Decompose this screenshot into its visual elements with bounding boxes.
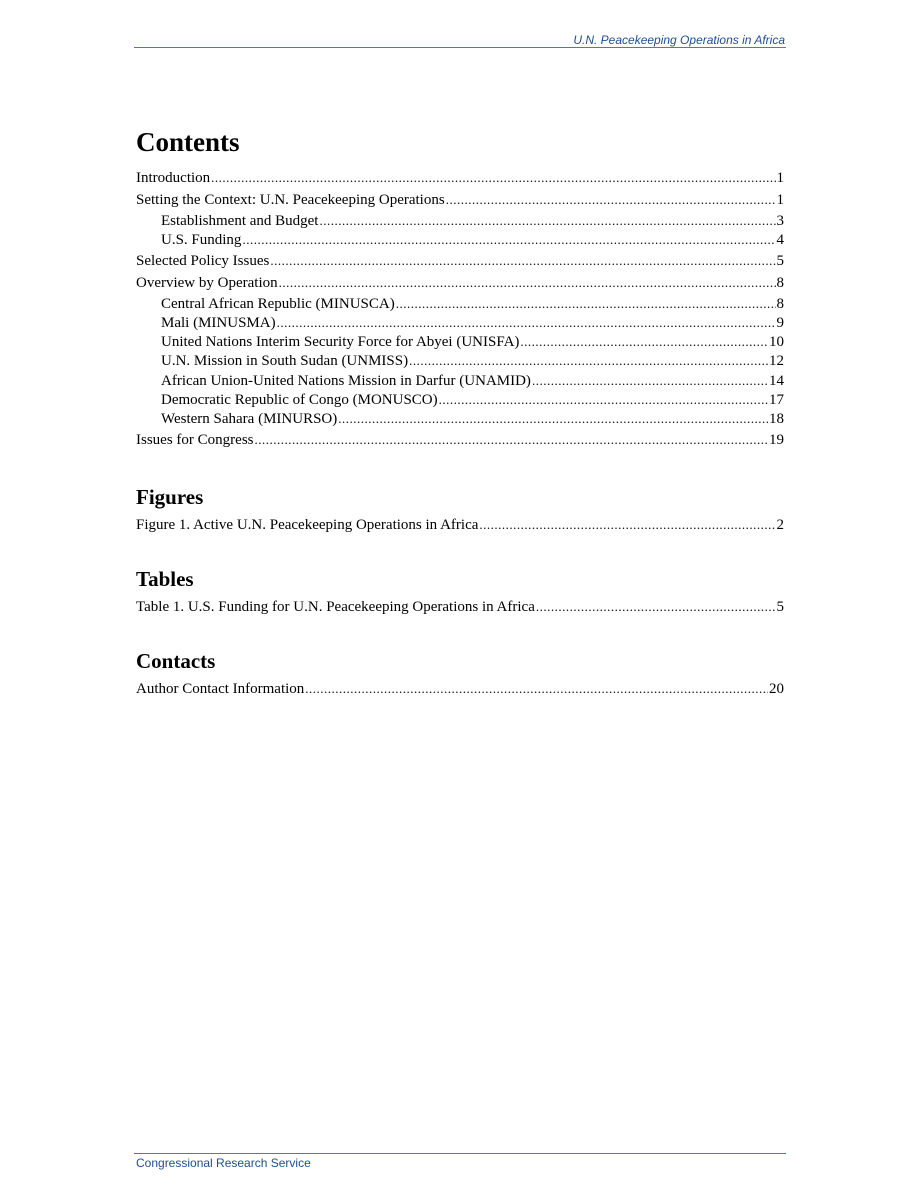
toc-entry[interactable]	[136, 189, 784, 211]
toc-entry-label: Introduction	[136, 170, 211, 186]
toc-dot-leader	[270, 250, 775, 272]
toc-entry[interactable]	[136, 429, 784, 451]
toc-dot-leader	[255, 429, 769, 451]
toc-entry[interactable]	[136, 596, 784, 618]
toc-dot-leader	[479, 514, 775, 536]
contents-heading: Contents	[136, 127, 240, 157]
toc-entry[interactable]	[136, 371, 784, 390]
running-title: U.N. Peacekeeping Operations in Africa	[573, 33, 785, 47]
toc-entry-label: United Nations Interim Security Force for Abyei (UNISFA)	[161, 334, 520, 351]
toc-entry[interactable]	[136, 272, 784, 294]
toc-entry-page: 1	[776, 170, 784, 186]
toc-entry[interactable]	[136, 332, 784, 351]
toc-dot-leader	[338, 409, 768, 428]
table-of-contents	[136, 120, 784, 700]
toc-entry-label: U.N. Mission in South Sudan (UNMISS)	[161, 353, 409, 370]
toc-entry-label: Issues for Congress	[136, 431, 254, 448]
contacts-heading: Contacts	[136, 648, 216, 673]
toc-entry[interactable]	[136, 313, 784, 332]
toc-entry-page: 17	[769, 392, 784, 409]
toc-entry-page: 12	[769, 353, 784, 370]
page-footer	[134, 1153, 786, 1170]
toc-entry-label: Mali (MINUSMA)	[161, 314, 276, 331]
toc-entry-label: Selected Policy Issues	[136, 252, 270, 269]
toc-entry[interactable]	[136, 230, 784, 249]
toc-dot-leader	[319, 211, 775, 230]
toc-dot-leader	[305, 678, 768, 700]
toc-dot-leader	[279, 272, 776, 294]
contacts-list	[136, 678, 784, 700]
toc-entry-label: Figure 1. Active U.N. Peacekeeping Operations in Africa	[136, 516, 479, 533]
toc-entry-page: 1	[776, 192, 784, 208]
contents-list	[136, 167, 784, 451]
toc-dot-leader	[242, 230, 775, 249]
toc-entry-page: 5	[776, 598, 784, 615]
tables-heading: Tables	[136, 566, 194, 591]
toc-entry-label: African Union-United Nations Mission in Darfur (UNAMID)	[161, 372, 531, 389]
toc-entry-page: 5	[776, 252, 784, 269]
toc-entry[interactable]	[136, 167, 784, 189]
toc-entry-page: 19	[769, 431, 784, 448]
toc-dot-leader	[446, 189, 776, 211]
toc-entry[interactable]	[136, 409, 784, 428]
toc-dot-leader	[409, 351, 768, 370]
toc-entry[interactable]	[136, 514, 784, 536]
toc-dot-leader	[520, 332, 768, 351]
toc-entry-page: 8	[776, 295, 784, 312]
toc-entry-label: Central African Republic (MINUSCA)	[161, 295, 395, 312]
figures-heading: Figures	[136, 484, 204, 509]
toc-entry-label: Western Sahara (MINURSO)	[161, 411, 338, 428]
toc-entry-label: Democratic Republic of Congo (MONUSCO)	[161, 392, 438, 409]
toc-entry[interactable]	[136, 390, 784, 409]
tables-list	[136, 596, 784, 618]
toc-entry-label: U.S. Funding	[161, 232, 242, 249]
toc-entry-label: Overview by Operation	[136, 274, 278, 291]
toc-dot-leader	[439, 390, 768, 409]
toc-entry-label: Setting the Context: U.N. Peacekeeping Operations	[136, 192, 445, 208]
toc-entry-page: 14	[769, 372, 784, 389]
toc-entry-page: 20	[769, 680, 784, 697]
toc-entry-page: 10	[769, 334, 784, 351]
toc-entry-page: 3	[776, 213, 784, 229]
page-header	[134, 31, 786, 48]
toc-entry-label: Table 1. U.S. Funding for U.N. Peacekeeping Operations in Africa	[136, 598, 535, 615]
toc-dot-leader	[396, 294, 776, 313]
toc-dot-leader	[277, 313, 776, 332]
toc-dot-leader	[532, 371, 768, 390]
toc-entry[interactable]	[136, 678, 784, 700]
toc-entry-label: Author Contact Information	[136, 680, 305, 697]
toc-entry-label: Establishment and Budget	[161, 213, 319, 229]
toc-dot-leader	[536, 596, 776, 618]
toc-entry[interactable]	[136, 250, 784, 272]
toc-entry-page: 9	[776, 314, 784, 331]
toc-dot-leader	[211, 167, 775, 189]
figures-list	[136, 514, 784, 536]
toc-entry-page: 4	[776, 232, 784, 249]
toc-entry-page: 2	[776, 516, 784, 533]
toc-entry[interactable]	[136, 294, 784, 313]
toc-entry-page: 8	[776, 274, 784, 291]
footer-text: Congressional Research Service	[136, 1156, 311, 1170]
toc-entry[interactable]	[136, 211, 784, 230]
toc-entry-page: 18	[769, 411, 784, 428]
toc-entry[interactable]	[136, 351, 784, 370]
